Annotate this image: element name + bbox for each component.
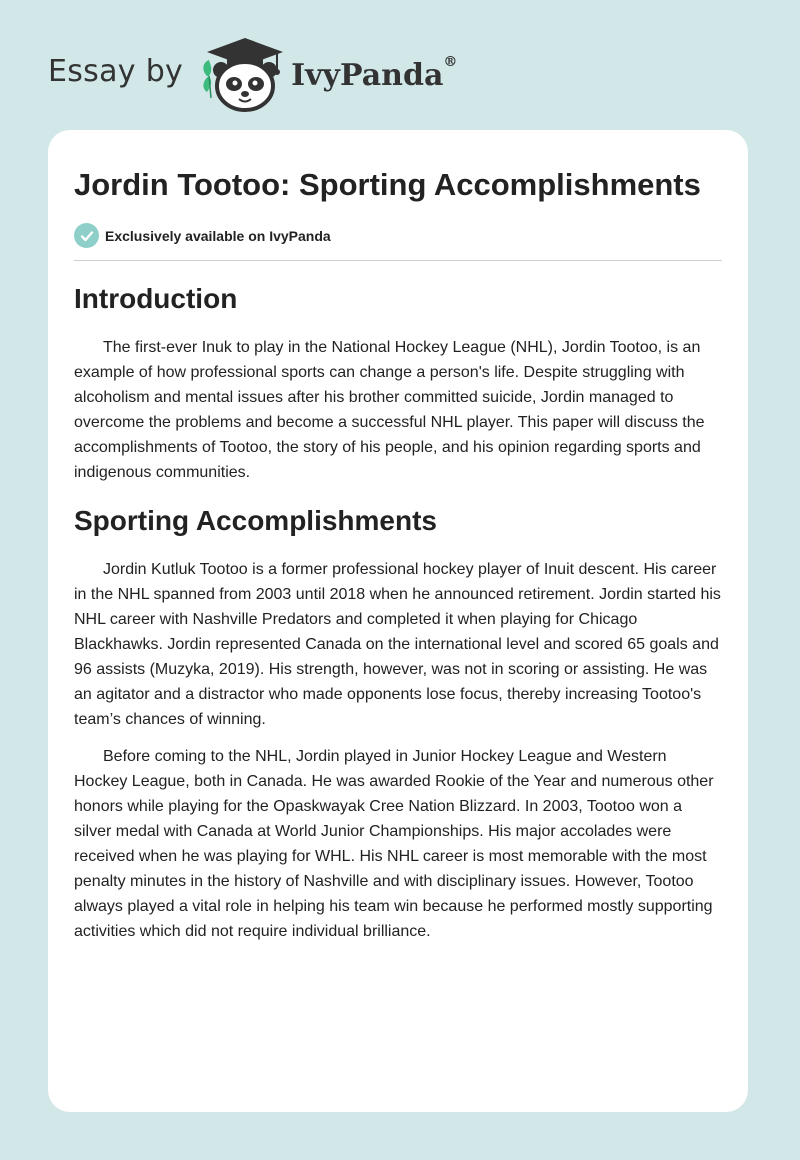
section-sporting-accomplishments: [74, 503, 722, 944]
brand-name[interactable]: IvyPanda®: [291, 53, 458, 93]
panda-graduate-icon: [197, 36, 287, 112]
section-introduction: [74, 281, 722, 485]
badge-label: Exclusively available on IvyPanda: [105, 227, 331, 244]
registered-mark: ®: [443, 53, 458, 70]
divider: [74, 260, 722, 261]
section-heading: Sporting Accomplishments: [74, 505, 438, 536]
paragraph: Before coming to the NHL, Jordin played in Junior Hockey League and Western Hockey League, both in Canada. He was awarded Rookie of the Year and numerous other honors while playing for the Opaskwayak Cree Nation Blizzard. In 2003, Tootoo won a silver medal with Canada at World Junior Championships. His major accolades were received when he was playing for WHL. His NHL career is most memorable with the most penalty minutes in the history of Nashville and with disciplinary issues. However, Tootoo always played a vital role in helping his team win because he performed mostly supporting activities which did not require individual brilliance.: [74, 748, 714, 940]
essay-card: [48, 130, 748, 1112]
exclusive-badge: [74, 223, 722, 248]
page-title: Jordin Tootoo: Sporting Accomplishments: [74, 167, 701, 202]
essay-by-label: Essay by: [48, 53, 184, 89]
site-header: [48, 34, 457, 114]
check-icon: [74, 223, 99, 248]
paragraph: Jordin Kutluk Tootoo is a former professional hockey player of Inuit descent. His career in the NHL spanned from 2003 until 2018 when he announced retirement. Jordin started his NHL career with Nashville Predators and completed it when playing for Chicago Blackhawks. Jordin represented Canada on the international level and scored 65 goals and 96 assists (Muzyka, 2019). His strength, however, was not in scoring or assisting. He was an agitator and a distractor who made opponents lose focus, thereby increasing Tootoo's team’s chances of winning.: [74, 561, 721, 728]
paragraph: The first-ever Inuk to play in the National Hockey League (NHL), Jordin Tootoo, is an example of how professional sports can change a person's life. Despite struggling with alcoholism and mental issues after his brother committed suicide, Jordin managed to overcome the problems and become a successful NHL player. This paper will discuss the accomplishments of Tootoo, the story of his people, and his opinion regarding sports and indigenous communities.: [74, 339, 705, 481]
section-heading: Introduction: [74, 283, 238, 314]
